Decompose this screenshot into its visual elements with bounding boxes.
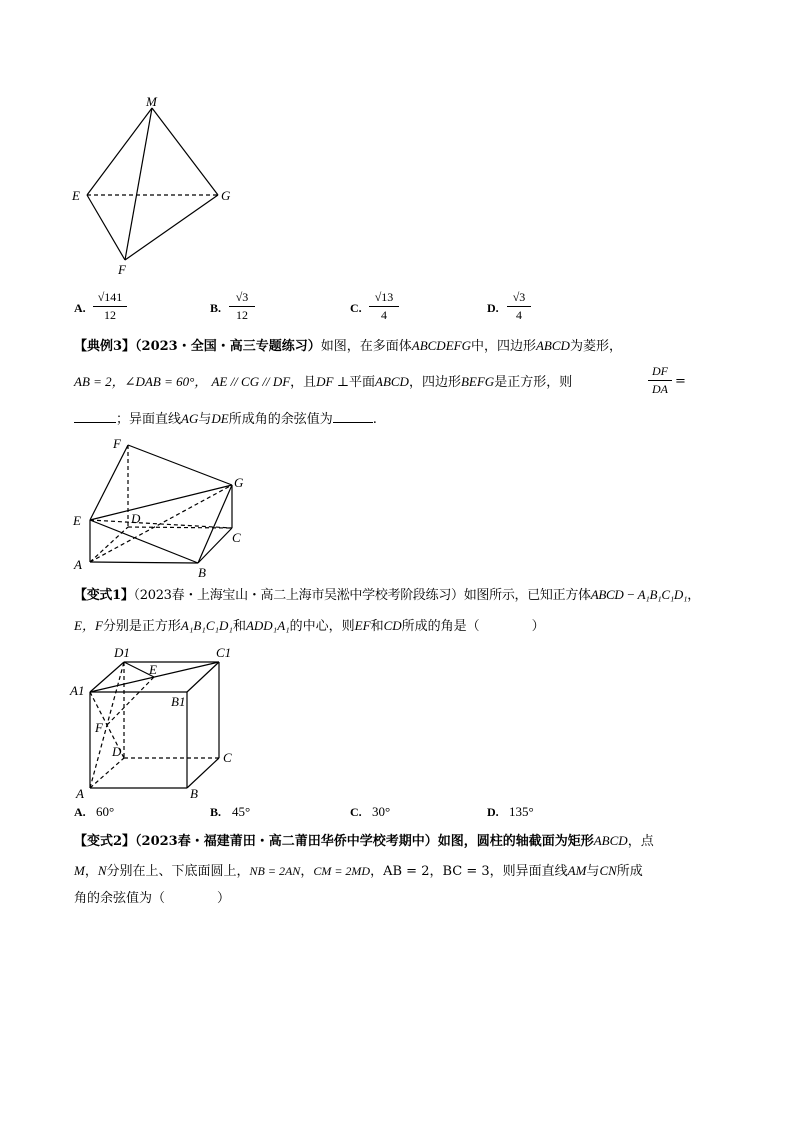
option-d-den: 4 (516, 308, 522, 322)
variant1-line2 (74, 616, 545, 637)
frac-num: DF (652, 364, 668, 378)
label-c1: C1 (216, 645, 232, 660)
label-b: B (190, 786, 198, 800)
arc-cm-md: CM = 2MD (313, 864, 371, 878)
answer-blank-2[interactable] (333, 410, 373, 423)
math: M (74, 863, 85, 878)
variant1-line1 (74, 585, 700, 606)
label-g: G (234, 475, 244, 490)
text: ， (84, 864, 98, 879)
math: ADD₁A₁ (245, 618, 290, 633)
option-b-fraction (229, 290, 255, 323)
text: ；异面直线 (116, 412, 182, 427)
text: 和 (232, 619, 246, 634)
text: （2023春・福建莆田・高二莆田华侨中学校考期中）如图，圆柱的轴截面为矩形 (135, 834, 594, 849)
example3-line2 (74, 372, 572, 393)
text: 为菱形， (569, 339, 622, 354)
text: 的中心，则 (289, 619, 355, 634)
option-a-num: √141 (97, 290, 123, 304)
math: DE (211, 411, 229, 426)
option-d-num: √3 (512, 290, 526, 304)
text: （2023春・上海宝山・高二上海市吴淞中学校考阶段练习）如图所示，已知正方体 (133, 588, 591, 603)
math: BEFG (460, 374, 495, 389)
option-a-letter[interactable]: A. (74, 301, 86, 315)
text: 是正方形，则 (494, 375, 573, 390)
label-d1: D1 (114, 645, 130, 660)
example3-line1 (74, 336, 622, 357)
text: 与 (198, 412, 212, 427)
text: ，四边形 (408, 375, 461, 390)
math: CN (599, 863, 617, 878)
math: EF (354, 618, 371, 633)
df-da-fraction (648, 364, 672, 397)
option-d2-letter[interactable]: D. (487, 805, 499, 819)
option-b2-letter[interactable]: B. (210, 805, 222, 819)
option-a-den: 12 (104, 308, 116, 322)
label-a: A (74, 557, 82, 572)
option-b2-value: 45° (232, 804, 251, 819)
variant2-line1 (74, 831, 654, 852)
option-d-letter[interactable]: D. (487, 301, 499, 315)
example3-tag: 【典例3】 (74, 339, 136, 354)
text: 分别是正方形 (102, 619, 181, 634)
option-a2-letter[interactable]: A. (74, 805, 86, 819)
text: ，且 (290, 375, 317, 390)
option-c-den: 4 (381, 308, 387, 322)
math: ABCDEFG (411, 338, 471, 353)
arc-nb-an: NB = 2AN (249, 864, 301, 878)
text: 和 (370, 619, 384, 634)
option-c2-value: 30° (372, 804, 391, 819)
option-a2-value: 60° (96, 804, 115, 819)
math: ABCD (535, 338, 570, 353)
math: AE // CG // DF (211, 374, 291, 389)
variant1-tag: 【变式1】 (74, 588, 134, 603)
math: DF ⊥ (316, 374, 349, 389)
option-c-letter[interactable]: C. (350, 301, 362, 315)
math: A₁B₁C₁D₁ (180, 618, 233, 633)
frac-den: DA (652, 382, 668, 396)
math: ABCD − A₁B₁C₁D₁ (590, 587, 688, 602)
math: AM (567, 863, 587, 878)
label-m: M (146, 94, 157, 109)
text: 所成角的余弦值为 (228, 412, 333, 427)
math: E，F (74, 618, 103, 633)
option-a-fraction (93, 290, 127, 323)
math: ABCD (375, 374, 409, 389)
text: 所成的角是（ ） (401, 619, 545, 634)
option-d-fraction (507, 290, 531, 323)
text: 所成 (616, 864, 643, 879)
label-g: G (221, 188, 231, 203)
option-c-num: √13 (374, 290, 394, 304)
text: 与 (586, 864, 600, 879)
option-d2-value: 135° (509, 804, 534, 819)
text: 平面 (348, 375, 375, 390)
label-e: E (72, 188, 80, 203)
label-a: A (76, 786, 84, 800)
text: 如图，在多面体 (320, 339, 412, 354)
example3-line3 (74, 409, 377, 430)
text: ， (687, 588, 700, 603)
answer-blank-1[interactable] (74, 410, 116, 423)
option-b-den: 12 (236, 308, 248, 322)
label-b1: B1 (171, 694, 186, 709)
text: ， (300, 864, 314, 879)
polyhedron-figure (60, 430, 260, 580)
label-e: E (73, 513, 81, 528)
label-d: D (112, 744, 122, 759)
math: AB = 2，∠DAB = 60°， (74, 374, 208, 389)
variant2-line2 (74, 861, 643, 882)
label-d: D (131, 511, 141, 526)
option-c-fraction (369, 290, 399, 323)
label-c: C (223, 750, 232, 765)
example3-source: （2023・全国・高三专题练习） (135, 339, 321, 354)
label-a1: A1 (70, 683, 85, 698)
math: N (97, 863, 107, 878)
text: 分别在上、下底面圆上， (106, 864, 250, 879)
cube-figure (60, 640, 250, 800)
variant2-line3: 角的余弦值为（ ） (74, 891, 231, 906)
text: ，点 (627, 834, 654, 849)
label-f: F (118, 262, 126, 277)
label-c: C (232, 530, 241, 545)
option-b-letter[interactable]: B. (210, 301, 222, 315)
text: 中，四边形 (470, 339, 536, 354)
math: CD (383, 618, 402, 633)
option-b-num: √3 (235, 290, 249, 304)
math: ABCD (593, 833, 628, 848)
math: AG (181, 411, 199, 426)
label-f: F (95, 720, 103, 735)
text: ，AB = 2，BC = 3，则异面直线 (370, 864, 568, 879)
label-f: F (113, 436, 121, 451)
label-e: E (149, 662, 157, 677)
variant2-tag: 【变式2】 (74, 834, 136, 849)
option-c2-letter[interactable]: C. (350, 805, 362, 819)
equals-sign: = (675, 374, 686, 389)
text: . (372, 412, 377, 427)
tetrahedron-figure (60, 88, 250, 278)
label-b: B (198, 565, 206, 580)
